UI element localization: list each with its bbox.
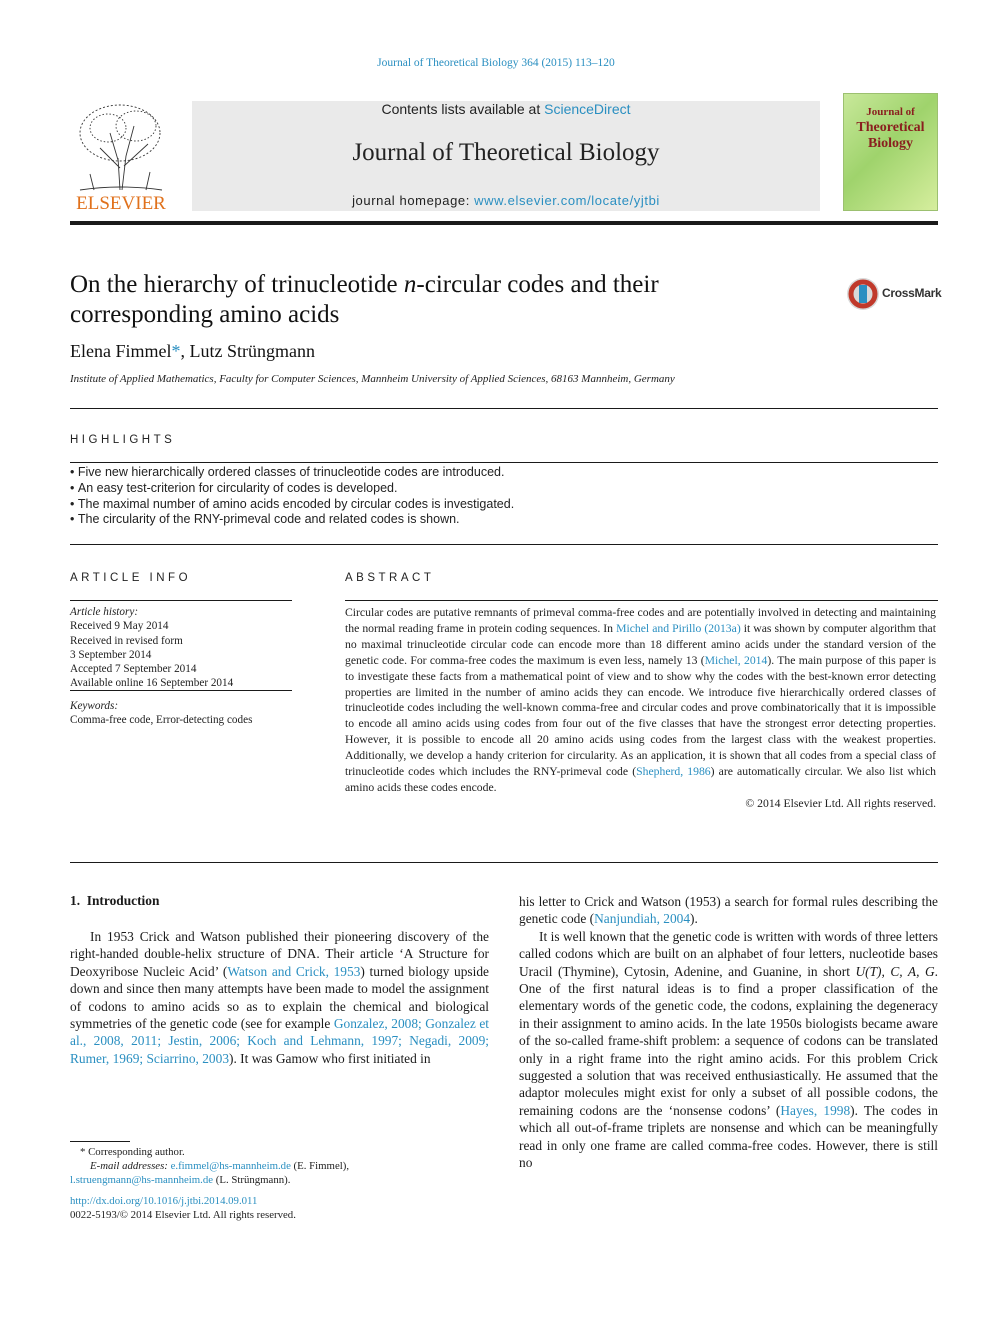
homepage-link[interactable]: www.elsevier.com/locate/yjtbi: [474, 193, 660, 208]
journal-citation[interactable]: Journal of Theoretical Biology 364 (2015) 113–120: [377, 57, 615, 69]
elsevier-logo: [70, 98, 172, 212]
doi-link[interactable]: http://dx.doi.org/10.1016/j.jtbi.2014.09.011: [70, 1195, 258, 1207]
history-entry: Received 9 May 2014: [70, 620, 169, 633]
section-title: Introduction: [86, 893, 160, 908]
keywords: [70, 699, 252, 728]
citation-link[interactable]: Gonzalez, 2008; Gonzalez et al., 2008, 2011; Jestin, 2006; Koch and Lehmann, 1997; Negadi, 2009; Rumer, 1969; Sciarrino, 2003: [70, 1016, 489, 1066]
keywords-list: Comma-free code, Error-detecting codes: [70, 714, 253, 727]
crossmark-badge[interactable]: [846, 277, 942, 309]
contents-prefix: Contents lists available at: [381, 101, 545, 117]
author-list: [70, 341, 315, 362]
divider: [70, 862, 938, 863]
author-separator: ,: [180, 341, 190, 361]
journal-homepage: [192, 193, 820, 208]
history-label: Article history:: [70, 606, 139, 618]
divider: [70, 462, 938, 463]
sciencedirect-link[interactable]: ScienceDirect: [544, 101, 631, 117]
crossmark-label: CrossMark: [882, 286, 942, 300]
list-item: • The maximal number of amino acids encoded by circular codes is investigated.: [70, 497, 514, 513]
corresponding-author-mark[interactable]: *: [171, 341, 181, 361]
history-entry: Available online 16 September 2014: [70, 677, 234, 690]
email-link[interactable]: l.struengmann@hs-mannheim.de: [70, 1174, 214, 1186]
text-segment: ) turned biology upside down and since then many attempts have been made to model the assignment of codons to amino acids so as to explain the chemical and biological symmetries of the genetic code (see for example: [70, 963, 489, 1032]
footnotes: [70, 1145, 490, 1222]
divider: [70, 690, 292, 691]
text-segment: ). It was Gamow who first initiated in: [229, 1050, 431, 1066]
article-info-heading: ARTICLE INFO: [70, 572, 192, 584]
email-link[interactable]: e.fimmel@hs-mannheim.de: [170, 1160, 291, 1172]
abstract-segment: it was shown by computer algorithm that no maximal trinucleotide circular code can encode more than 18 different amino acids under the standard version of the genetic code. For comma-free codes the maximum is even less, namely 13 (: [345, 621, 936, 667]
text-segment: . One of the first natural ideas is to find a proper classification of the elementary words of the genetic code, the codons, explaining the degeneracy in their assignment to amino acids. In the late 1950s biologists became aware of the so-called frame-shift problem: a sequence of codons can be translated only in a right frame into the right amino acids. For this problem Crick suggested a solution that was received enthusiastically. He assumed that the adaptor molecules might exist for only a subset of all possible codons, the remaining codons are the ‘nonsense codons’ (: [519, 963, 938, 1118]
contents-line: [192, 101, 820, 117]
citation-link[interactable]: Shepherd, 1986: [636, 765, 711, 779]
abstract-segment: ) are automatically circular. We also list which amino acids these codes encode.: [345, 765, 936, 794]
paragraph: [519, 893, 938, 928]
math-inline: U(T), C, A, G: [855, 963, 935, 979]
text-segment: In 1953 Crick and Watson published their pioneering discovery of the right-handed double-helix structure of DNA. Their article ‘A Structure for Deoxyribose Nucleic Acid’ (: [70, 929, 489, 979]
body-column-right: [519, 893, 938, 1172]
paragraph: [70, 928, 489, 1067]
text-segment: his letter to Crick and Watson (1953) a search for formal rules describing the genetic code (: [519, 894, 938, 927]
affiliation: Institute of Applied Mathematics, Faculty for Computer Sciences, Mannheim University of Applied Sciences, 68163 Mannheim, Germany: [70, 373, 675, 385]
title-text: On the hierarchy of trinucleotide: [70, 271, 404, 298]
abstract-segment: Circular codes are putative remnants of primeval comma-free codes and are potentially involved in detecting and maintaining the normal reading frame in protein coding sequences. In: [345, 606, 936, 635]
title-text: corresponding amino acids: [70, 301, 340, 328]
homepage-prefix: journal homepage:: [352, 193, 475, 208]
list-item: • An easy test-criterion for circularity of codes is developed.: [70, 481, 514, 497]
abstract-copyright: © 2014 Elsevier Ltd. All rights reserved.: [745, 796, 936, 810]
citation-link[interactable]: Hayes, 1998: [780, 1102, 851, 1118]
cover-title-line: Theoretical: [856, 120, 925, 135]
section-number: 1.: [70, 893, 81, 908]
abstract-heading: ABSTRACT: [345, 572, 435, 584]
highlights-list: [70, 465, 514, 528]
keywords-label: Keywords:: [70, 700, 119, 712]
citation-link[interactable]: Michel and Pirillo (2013a): [616, 621, 741, 635]
highlights-heading: HIGHLIGHTS: [70, 434, 176, 446]
history-entry: 3 September 2014: [70, 648, 152, 661]
paragraph: [519, 928, 938, 1172]
section-heading: [70, 893, 159, 909]
list-item: • The circularity of the RNY-primeval code and related codes is shown.: [70, 512, 514, 528]
divider: [70, 544, 938, 545]
title-italic: n: [403, 271, 417, 298]
divider: [70, 600, 292, 601]
list-item: • Five new hierarchically ordered classes of trinucleotide codes are introduced.: [70, 465, 514, 481]
email-owner: (E. Fimmel),: [290, 1160, 350, 1172]
crossmark-icon: [846, 277, 880, 311]
email-note: [70, 1173, 490, 1187]
history-entry: Accepted 7 September 2014: [70, 663, 197, 676]
divider: [345, 600, 938, 601]
author-name[interactable]: Elena Fimmel: [70, 341, 172, 361]
header-divider: [70, 221, 938, 225]
corresponding-note: * Corresponding author.: [80, 1146, 185, 1158]
text-segment: It is well known that the genetic code is written with words of three letters called codons which are built on an alphabet of four letters, nucleotide bases Uracil (Thymine), Cytosin, Adenine, and Guanine, in short: [519, 928, 938, 979]
title-text: -circular codes and their: [416, 271, 659, 298]
abstract-text: [345, 605, 936, 812]
citation-link[interactable]: Nanjundiah, 2004: [594, 911, 691, 927]
author-name[interactable]: Lutz Strüngmann: [189, 341, 315, 361]
article-history: [70, 605, 233, 691]
cover-title-line: Journal of: [866, 106, 915, 118]
citation-link[interactable]: Michel, 2014: [704, 653, 768, 667]
journal-cover-title: [843, 104, 938, 152]
text-segment: ).: [690, 911, 698, 927]
journal-name: Journal of Theoretical Biology: [352, 139, 660, 166]
email-owner: (L. Strüngmann).: [213, 1174, 291, 1186]
issn-line: 0022-5193/© 2014 Elsevier Ltd. All rights reserved.: [70, 1209, 296, 1221]
cover-title-line: Biology: [867, 136, 914, 151]
divider: [70, 408, 938, 409]
body-column-left: [70, 928, 489, 1067]
email-note: [70, 1159, 490, 1173]
article-title: [70, 270, 790, 330]
citation-link[interactable]: Watson and Crick, 1953: [227, 963, 361, 979]
text-segment: ). The codes in which all out-of-frame triplets are nonsense and which can be meaningfully read in only one frame are called comma-free codes. However, there is still no: [519, 1102, 938, 1171]
tree-icon: [70, 98, 172, 212]
footnote-divider: [70, 1141, 130, 1142]
publisher-name: ELSEVIER: [76, 193, 166, 212]
abstract-segment: ). The main purpose of this paper is to investigate these facts from a mathematical point of view and to show why the codes with the best-known error detecting properties are limited in the number of amino acids they can encode. We introduce five hierarchically ordered classes of trinucleotide codes including the well-known comma-free and circular codes and prove combinatorically that it is impossible to encode all amino acids using codes from four out of the five classes that have the strongest error detecting properties. However, it is possible to encode all 20 amino acids using codes from the largest class with the weakest properties. Additionally, we develop a handy criterion for circularity. As an application, it is shown that all codes from a special class of trinucleotide codes which includes the RNY-primeval code (: [345, 653, 936, 779]
email-label: E-mail addresses:: [90, 1160, 171, 1172]
history-entry: Received in revised form: [70, 634, 183, 647]
